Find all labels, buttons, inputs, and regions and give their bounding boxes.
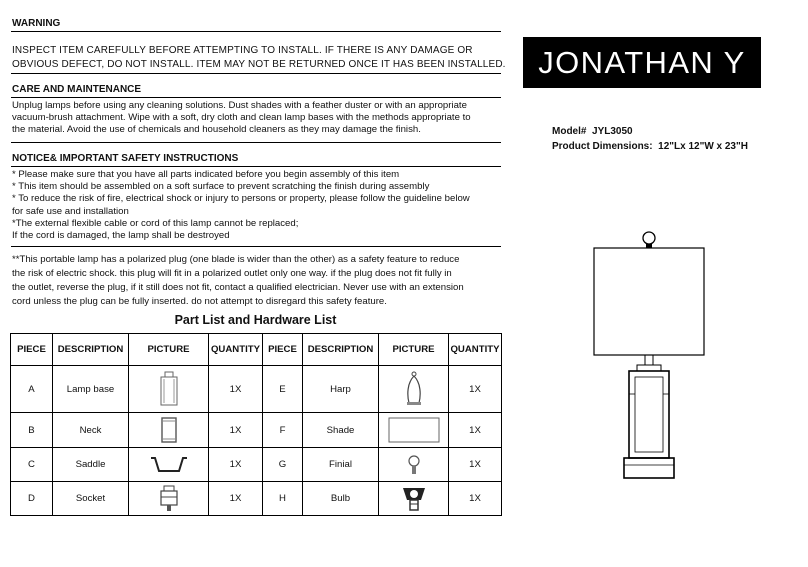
piece-cell: B bbox=[11, 413, 53, 448]
description-cell: Neck bbox=[53, 413, 129, 448]
quantity-cell: 1X bbox=[209, 366, 263, 413]
description-cell: Bulb bbox=[303, 482, 379, 516]
finial-shape bbox=[643, 232, 655, 244]
warning-title: WARNING bbox=[12, 18, 61, 29]
plug-line: **This portable lamp has a polarized plug (one blade is wider than the other) as a safety feature to reduce bbox=[12, 254, 460, 265]
picture-cell bbox=[129, 448, 209, 482]
picture-cell bbox=[129, 413, 209, 448]
notice-line: * Please make sure that you have all parts indicated before you begin assembly of this item bbox=[12, 169, 400, 180]
care-text bbox=[12, 100, 471, 137]
brand-logo: JONATHAN Y bbox=[523, 37, 761, 88]
quantity-cell: 1X bbox=[449, 482, 502, 516]
divider bbox=[11, 166, 501, 167]
table-row bbox=[11, 482, 502, 516]
table-row bbox=[11, 413, 502, 448]
description-cell: Finial bbox=[303, 448, 379, 482]
care-line: the material. Avoid the use of chemicals and household cleaners as they may damage the finish. bbox=[12, 124, 421, 136]
notice-line: If the cord is damaged, the lamp shall be destroyed bbox=[12, 230, 230, 242]
table-row bbox=[11, 448, 502, 482]
table-row bbox=[11, 366, 502, 413]
socket-icon bbox=[159, 485, 179, 513]
piece-cell: D bbox=[11, 482, 53, 516]
lamp-illustration bbox=[590, 228, 710, 483]
plug-line: cord unless the plug can be fully inserted. do not attempt to disregard this safety feature. bbox=[12, 296, 387, 307]
column-header: QUANTITY bbox=[449, 334, 502, 366]
notice-line: for safe use and installation bbox=[12, 205, 129, 217]
piece-cell: A bbox=[11, 366, 53, 413]
care-line: Unplug lamps before using any cleaning solutions. Dust shades with a feather duster or with an appropriate bbox=[12, 100, 467, 111]
column-header: QUANTITY bbox=[209, 334, 263, 366]
column-header: PICTURE bbox=[129, 334, 209, 366]
description-cell: Saddle bbox=[53, 448, 129, 482]
bulb-icon bbox=[401, 485, 427, 513]
quantity-cell: 1X bbox=[209, 413, 263, 448]
lamp-base-icon bbox=[159, 371, 179, 407]
shade-shape bbox=[594, 248, 704, 355]
dimensions-label: Product Dimensions: bbox=[552, 141, 653, 152]
notice-text bbox=[12, 169, 470, 242]
picture-cell bbox=[379, 482, 449, 516]
picture-cell bbox=[379, 366, 449, 413]
divider bbox=[11, 97, 501, 98]
divider bbox=[11, 31, 501, 32]
quantity-cell: 1X bbox=[449, 366, 502, 413]
notice-line: * To reduce the risk of fire, electrical shock or injury to persons or property, please follow the guideline below bbox=[12, 193, 470, 205]
body-inner bbox=[635, 377, 663, 452]
column-header: DESCRIPTION bbox=[303, 334, 379, 366]
piece-cell: G bbox=[263, 448, 303, 482]
column-header: DESCRIPTION bbox=[53, 334, 129, 366]
picture-cell bbox=[129, 366, 209, 413]
quantity-cell: 1X bbox=[209, 448, 263, 482]
picture-cell bbox=[129, 482, 209, 516]
warning-text bbox=[12, 44, 506, 71]
column-header: PICTURE bbox=[379, 334, 449, 366]
divider bbox=[11, 246, 501, 247]
piece-cell: H bbox=[263, 482, 303, 516]
column-header: PIECE bbox=[263, 334, 303, 366]
dimensions-value: 12"Lx 12"W x 23"H bbox=[658, 141, 748, 152]
finial-icon bbox=[406, 454, 422, 476]
model-label: Model# bbox=[552, 126, 587, 137]
quantity-cell: 1X bbox=[449, 413, 502, 448]
saddle-icon bbox=[149, 454, 189, 476]
warning-line: INSPECT ITEM CAREFULLY BEFORE ATTEMPTING TO INSTALL. IF THERE IS ANY DAMAGE OR bbox=[12, 45, 473, 56]
plug-line: the risk of electric shock. this plug will fit in a polarized outlet only one way. if the plug does not fit fully in bbox=[12, 268, 452, 279]
piece-cell: E bbox=[263, 366, 303, 413]
product-specs bbox=[552, 124, 748, 154]
description-cell: Shade bbox=[303, 413, 379, 448]
parts-title: Part List and Hardware List bbox=[174, 313, 337, 327]
quantity-cell: 1X bbox=[209, 482, 263, 516]
plug-line: the outlet, reverse the plug, if it still does not fit, contact a qualified electrician. Never use with an extension bbox=[12, 282, 464, 293]
picture-cell bbox=[379, 413, 449, 448]
model-value: JYL3050 bbox=[592, 126, 633, 137]
model-line bbox=[552, 124, 748, 139]
notice-title: NOTICE& IMPORTANT SAFETY INSTRUCTIONS bbox=[12, 153, 239, 164]
piece-cell: F bbox=[263, 413, 303, 448]
warning-line: OBVIOUS DEFECT, DO NOT INSTALL. ITEM MAY NOT BE RETURNED ONCE IT HAS BEEN INSTALLED. bbox=[12, 58, 506, 70]
care-line: vacuum-brush attachment. Wipe with a soft, dry cloth and clean lamp bases with the methods appropriate to bbox=[12, 112, 471, 124]
picture-cell bbox=[379, 448, 449, 482]
column-header: PIECE bbox=[11, 334, 53, 366]
description-cell: Harp bbox=[303, 366, 379, 413]
description-cell: Socket bbox=[53, 482, 129, 516]
care-title: CARE AND MAINTENANCE bbox=[12, 84, 142, 95]
finial-base bbox=[646, 244, 652, 248]
neck-collar bbox=[637, 365, 661, 371]
notice-line: * This item should be assembled on a soft surface to prevent scratching the finish during assembly bbox=[12, 181, 430, 193]
parts-table bbox=[10, 333, 502, 516]
description-cell: Lamp base bbox=[53, 366, 129, 413]
neck-icon bbox=[160, 416, 178, 444]
divider bbox=[11, 73, 501, 74]
quantity-cell: 1X bbox=[449, 448, 502, 482]
table-header-row bbox=[11, 334, 502, 366]
base-shape bbox=[624, 458, 674, 478]
piece-cell: C bbox=[11, 448, 53, 482]
divider bbox=[11, 142, 501, 143]
harp-icon bbox=[404, 371, 424, 407]
notice-line: *The external flexible cable or cord of this lamp cannot be replaced; bbox=[12, 217, 299, 229]
shade-icon bbox=[388, 416, 440, 444]
plug-text bbox=[12, 253, 464, 309]
dimensions-line bbox=[552, 139, 748, 154]
neck-shape bbox=[645, 355, 653, 365]
